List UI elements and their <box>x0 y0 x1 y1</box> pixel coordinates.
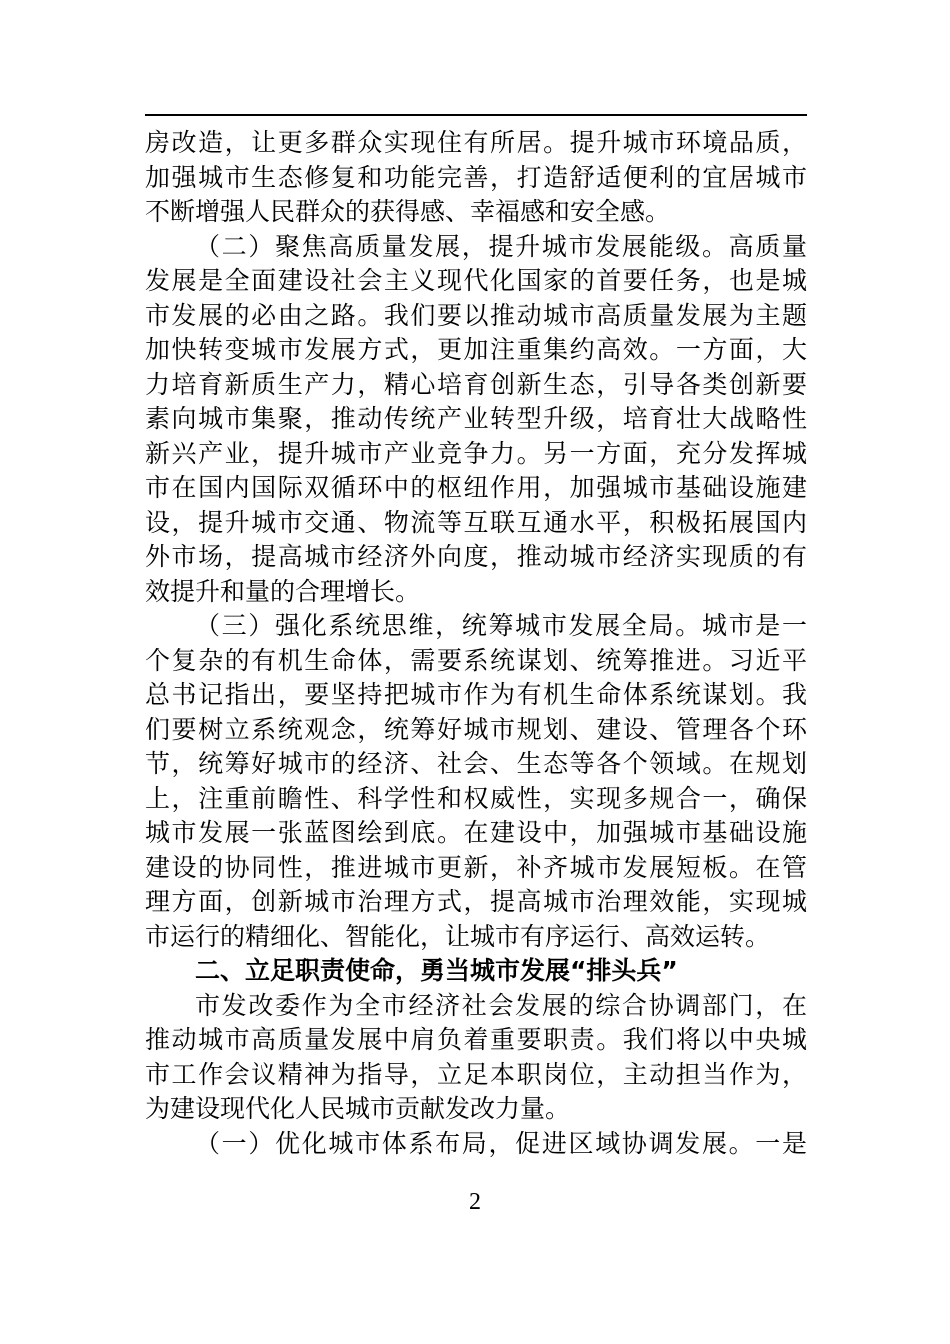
text-line: 总书记指出，要坚持把城市作为有机生命体系统谋划。我 <box>145 680 807 709</box>
text-line: 城市发展一张蓝图绘到底。在建设中，加强城市基础设施 <box>145 818 807 847</box>
text-line: 外市场，提高城市经济外向度，推动城市经济实现质的有 <box>145 542 807 571</box>
text-line: 节，统筹好城市的经济、社会、生态等各个领域。在规划 <box>145 749 807 778</box>
chapter-heading: 二、立足职责使命，勇当城市发展“排头兵” <box>195 956 678 985</box>
text-line: 推动城市高质量发展中肩负着重要职责。我们将以中央城 <box>145 1025 807 1054</box>
text-line: 力培育新质生产力，精心培育创新生态，引导各类创新要 <box>145 369 807 399</box>
text-line: 市在国内国际双循环中的枢纽作用，加强城市基础设施建 <box>145 473 807 502</box>
text-line: 设，提升城市交通、物流等互联互通水平，积极拓展国内 <box>145 507 807 537</box>
text-line: 房改造，让更多群众实现住有所居。提升城市环境品质， <box>145 128 807 157</box>
header-rule <box>145 114 807 116</box>
text-line: 发展是全面建设社会主义现代化国家的首要任务，也是城 <box>145 266 807 295</box>
text-line: 市运行的精细化、智能化，让城市有序运行、高效运转。 <box>145 921 771 951</box>
text-line: 素向城市集聚，推动传统产业转型升级，培育壮大战略性 <box>145 404 807 433</box>
text-line: 效提升和量的合理增长。 <box>145 576 421 606</box>
text-line: 为建设现代化人民城市贡献发改力量。 <box>145 1094 571 1123</box>
text-line: 上，注重前瞻性、科学性和权威性，实现多规合一，确保 <box>145 783 807 813</box>
section-heading-line: （二）聚焦高质量发展，提升城市发展能级。高质量 <box>195 231 807 261</box>
section-heading-line: （三）强化系统思维，统筹城市发展全局。城市是一 <box>195 611 807 640</box>
text-line: 市发展的必由之路。我们要以推动城市高质量发展为主题 <box>145 300 807 330</box>
section-heading-line: （一）优化城市体系布局，促进区域协调发展。一是 <box>195 1128 807 1158</box>
text-line: 个复杂的有机生命体，需要系统谋划、统筹推进。习近平 <box>145 645 807 675</box>
text-line: 新兴产业，提升城市产业竞争力。另一方面，充分发挥城 <box>145 438 807 468</box>
text-line: 建设的协同性，推进城市更新，补齐城市发展短板。在管 <box>145 852 807 882</box>
text-line: 市发改委作为全市经济社会发展的综合协调部门，在 <box>195 990 807 1020</box>
text-line: 市工作会议精神为指导，立足本职岗位，主动担当作为， <box>145 1059 807 1089</box>
text-line: 加快转变城市发展方式，更加注重集约高效。一方面，大 <box>145 335 807 364</box>
text-line: 加强城市生态修复和功能完善，打造舒适便利的宜居城市 <box>145 162 807 192</box>
page-number: 2 <box>469 1189 481 1215</box>
text-line: 们要树立系统观念，统筹好城市规划、建设、管理各个环 <box>145 714 807 744</box>
text-line: 理方面，创新城市治理方式，提高城市治理效能，实现城 <box>145 887 807 916</box>
text-line: 不断增强人民群众的获得感、幸福感和安全感。 <box>145 197 671 226</box>
